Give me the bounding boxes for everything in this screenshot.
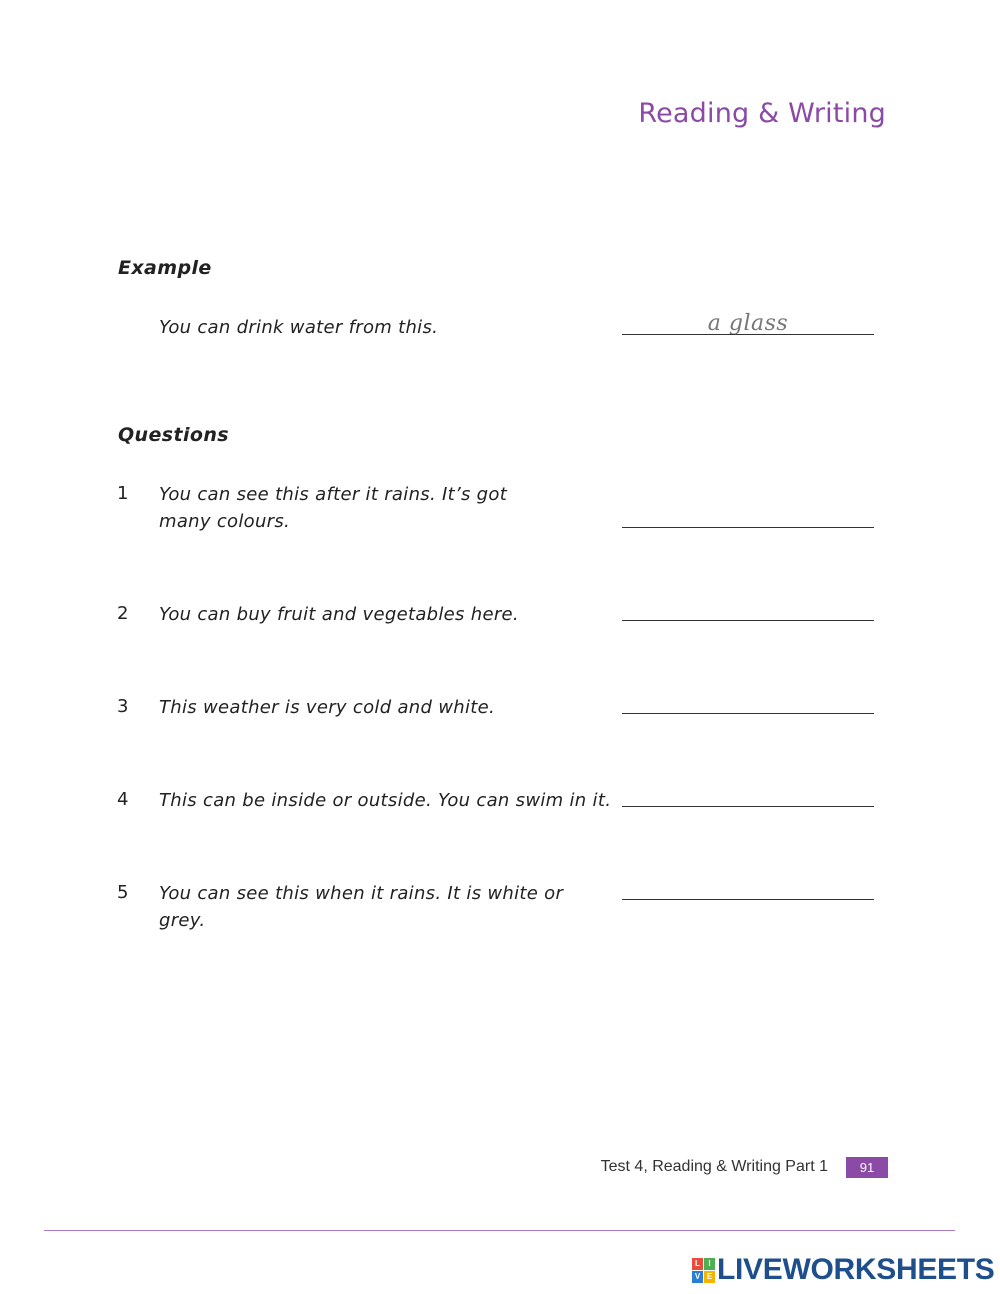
- example-answer-line: [622, 334, 874, 335]
- logo-letter: I: [704, 1258, 715, 1270]
- question-number: 5: [117, 882, 129, 903]
- answer-input-4[interactable]: [622, 776, 874, 806]
- question-text: This can be inside or outside. You can swim in it.: [159, 790, 612, 811]
- logo-letter: L: [692, 1258, 703, 1270]
- answer-input-3[interactable]: [622, 683, 874, 713]
- question-text: You can see this after it rains. It’s got many colours.: [159, 484, 508, 532]
- example-heading: Example: [118, 257, 212, 279]
- logo-letter: V: [692, 1271, 703, 1283]
- footer-label: Test 4, Reading & Writing Part 1: [600, 1158, 828, 1175]
- answer-line: [622, 899, 874, 900]
- answer-line: [622, 713, 874, 714]
- answer-input-5[interactable]: [622, 869, 874, 899]
- question-number: 1: [117, 483, 129, 504]
- questions-heading: Questions: [118, 424, 229, 446]
- question-text: You can buy fruit and vegetables here.: [159, 604, 519, 625]
- example-answer: a glass: [707, 311, 789, 336]
- page-number-badge: 91: [846, 1157, 888, 1178]
- liveworksheets-brand[interactable]: [692, 1253, 995, 1287]
- brand-name: LIVEWORKSHEETS: [717, 1253, 995, 1286]
- answer-input-1[interactable]: [622, 497, 874, 527]
- answer-line: [622, 620, 874, 621]
- question-number: 2: [117, 603, 129, 624]
- liveworksheets-logo-icon: [692, 1258, 714, 1282]
- question-text: You can see this when it rains. It is white or grey.: [159, 883, 564, 931]
- footer-divider: [44, 1230, 955, 1231]
- question-text: This weather is very cold and white.: [159, 697, 496, 718]
- answer-line: [622, 806, 874, 807]
- question-number: 3: [117, 696, 129, 717]
- answer-input-2[interactable]: [622, 590, 874, 620]
- question-number: 4: [117, 789, 129, 810]
- answer-line: [622, 527, 874, 528]
- logo-letter: E: [704, 1271, 715, 1283]
- example-question-text: You can drink water from this.: [159, 317, 439, 338]
- page-title: Reading & Writing: [638, 98, 886, 129]
